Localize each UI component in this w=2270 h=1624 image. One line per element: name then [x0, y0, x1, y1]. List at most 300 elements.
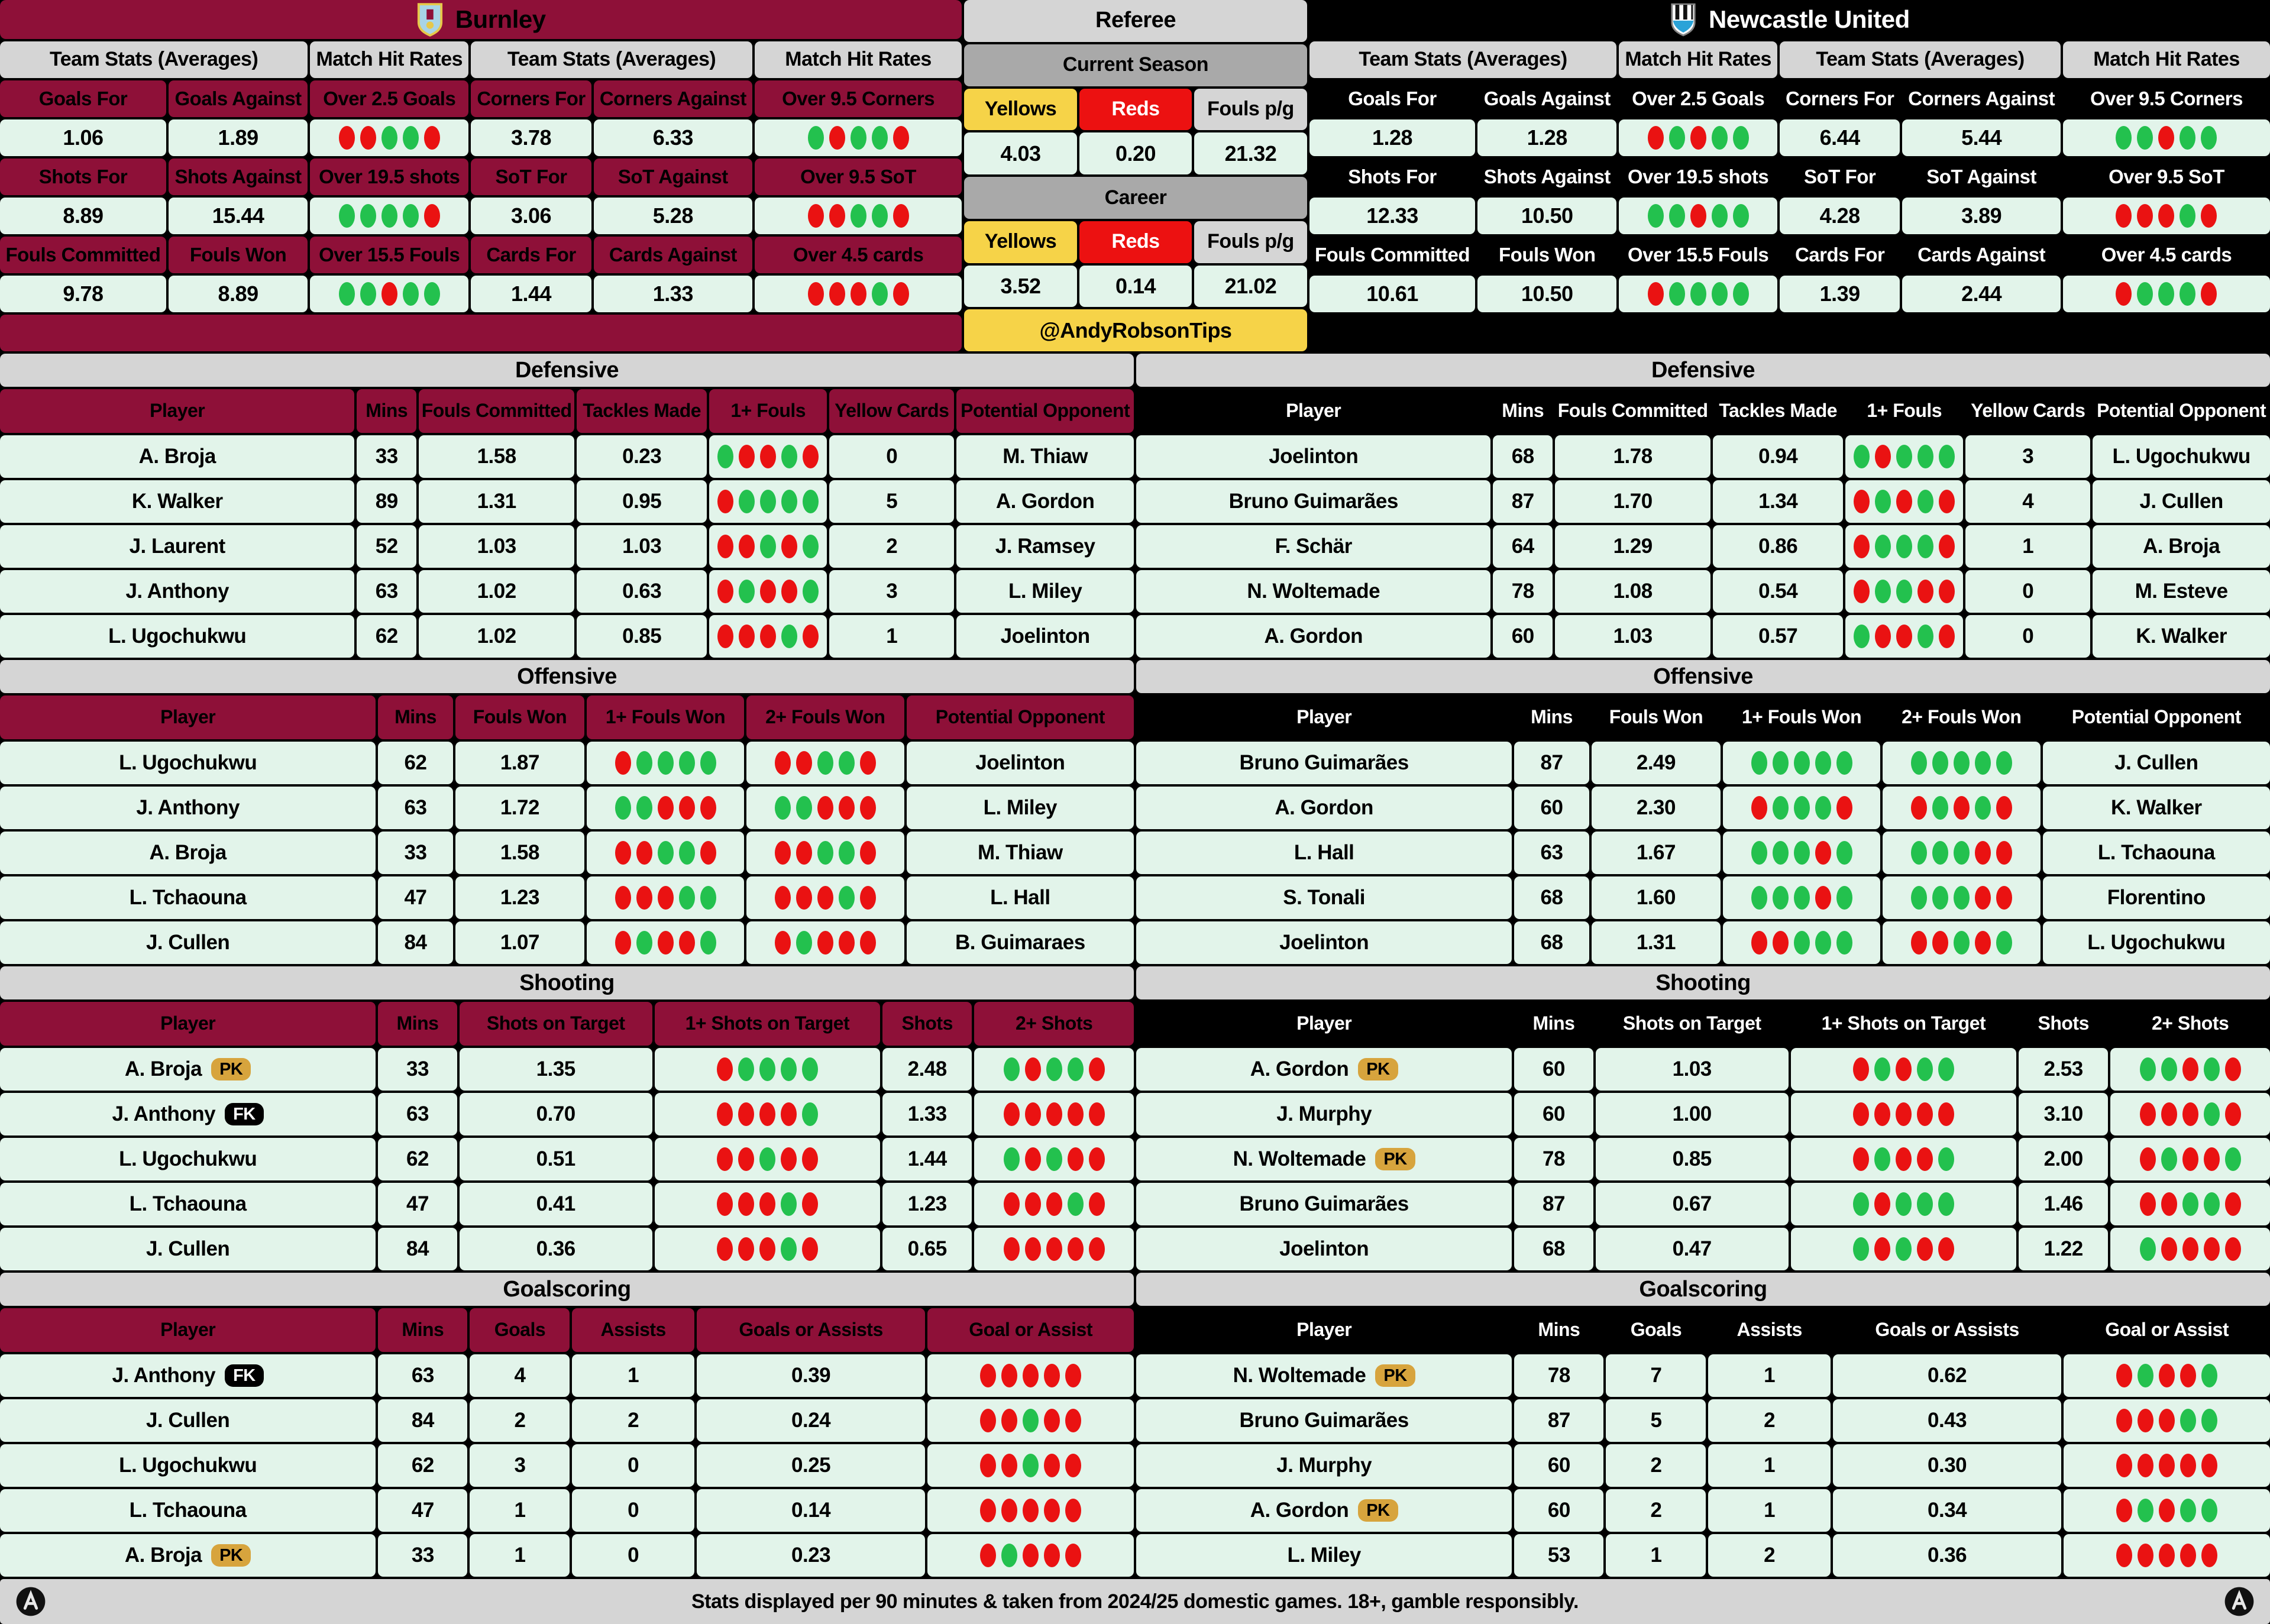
team-stats-header: Team Stats (Averages)	[0, 41, 308, 78]
hit-rate-cell	[746, 742, 904, 784]
player-cell	[1136, 1444, 1512, 1487]
table-row	[0, 832, 1134, 874]
player-cell	[1136, 570, 1490, 613]
footer	[0, 1579, 2270, 1624]
hit-rate-cell	[587, 832, 744, 874]
col-header: Assists	[572, 1308, 694, 1352]
col-header: Mins	[1514, 695, 1589, 739]
stat-label: Over 19.5 shots	[310, 158, 468, 195]
opponent-cell: Joelinton	[907, 742, 1134, 784]
col-header: Mins	[378, 695, 452, 739]
yellows-value: 4.03	[964, 132, 1076, 174]
tackles-made-cell: 0.63	[577, 570, 707, 613]
hit-rate-cell	[755, 276, 962, 312]
col-header: Potential Opponent	[907, 695, 1134, 739]
hit-rate-cell	[927, 1354, 1134, 1397]
stat-value-row	[0, 276, 962, 312]
hit-rate-cell	[2063, 119, 2270, 156]
section-title: Offensive	[0, 660, 1134, 693]
reds-value: 0.20	[1079, 132, 1192, 174]
yellows-value: 3.52	[964, 266, 1076, 308]
stat-value-row	[0, 119, 962, 156]
table-row	[0, 787, 1134, 829]
table-header	[0, 1308, 1134, 1352]
burnley-shooting-section	[0, 966, 1134, 1270]
table-row	[1136, 435, 2270, 478]
col-header: Goal or Assist	[927, 1308, 1134, 1352]
table-row	[1136, 876, 2270, 919]
section-title: Defensive	[0, 354, 1134, 387]
hit-rate-dots	[980, 1544, 1081, 1567]
table-header	[1136, 389, 2270, 433]
stat-value: 5.28	[594, 198, 752, 234]
mins-cell: 64	[1493, 525, 1553, 568]
mins-cell: 33	[378, 1048, 457, 1091]
newcastle-defensive-section	[1136, 354, 2270, 658]
stat-label: Over 4.5 cards	[2063, 237, 2270, 273]
tackles-made-cell: 1.03	[577, 525, 707, 568]
player-name: A. Gordon	[1264, 624, 1363, 648]
table-header	[0, 1002, 1134, 1046]
hit-rate-cell	[746, 832, 904, 874]
mins-cell: 62	[378, 1138, 457, 1180]
player-cell	[1136, 742, 1512, 784]
hit-rate-cell	[709, 435, 827, 478]
goals-or-assists-cell: 0.43	[1833, 1399, 2061, 1442]
hit-rate-cell	[2110, 1228, 2270, 1270]
hit-rate-dots	[1853, 1147, 1954, 1171]
col-header: Potential Opponent	[2093, 389, 2270, 433]
goals-or-assists-cell: 0.25	[697, 1444, 925, 1487]
hit-rate-cell	[709, 615, 827, 658]
col-header: Goal or Assist	[2064, 1308, 2270, 1352]
col-header: Potential Opponent	[2043, 695, 2270, 739]
player-cell	[1136, 876, 1512, 919]
hit-rate-dots	[615, 886, 716, 910]
col-header: Fouls Committed	[1555, 389, 1710, 433]
hit-rate-cell	[1791, 1228, 2016, 1270]
stat-label: Fouls Committed	[0, 237, 166, 273]
hit-rate-cell	[746, 921, 904, 964]
opponent-cell: M. Thiaw	[907, 832, 1134, 874]
hit-rate-cell	[1845, 615, 1963, 658]
hit-rate-dots	[2116, 204, 2217, 228]
hit-rate-dots	[339, 126, 440, 150]
hit-rate-dots	[2116, 126, 2217, 150]
hit-rate-dots	[1854, 580, 1955, 603]
stat-value: 6.44	[1780, 119, 1900, 156]
mins-cell: 63	[378, 1354, 467, 1397]
sot-cell: 1.35	[460, 1048, 652, 1091]
goals-or-assists-cell: 0.14	[697, 1489, 925, 1532]
stat-label: Shots For	[0, 158, 166, 195]
footer-text: Stats displayed per 90 minutes & taken from 2024/25 domestic games. 18+, gamble responsibly.	[691, 1590, 1579, 1613]
hit-rate-cell	[746, 876, 904, 919]
shots-cell: 2.48	[882, 1048, 972, 1091]
hit-rate-dots	[717, 1237, 818, 1261]
col-header: Shots on Target	[460, 1002, 652, 1046]
player-cell	[1136, 1048, 1512, 1091]
hit-rate-cell	[310, 119, 468, 156]
burnley-goalscoring-section	[0, 1273, 1134, 1577]
table-row	[1136, 525, 2270, 568]
stat-value: 1.44	[471, 276, 591, 312]
player-name: Bruno Guimarães	[1239, 1192, 1409, 1215]
hit-rate-dots	[2140, 1147, 2241, 1171]
spacer	[0, 315, 962, 351]
stat-label: Over 9.5 SoT	[2063, 158, 2270, 195]
stat-value: 1.39	[1780, 276, 1900, 312]
hit-rate-cell	[1883, 876, 2041, 919]
hit-rate-cell	[1791, 1093, 2016, 1135]
stat-label: Over 9.5 SoT	[755, 158, 962, 195]
stat-label: Goals For	[1309, 80, 1476, 117]
player-cell	[1136, 787, 1512, 829]
player-name: Bruno Guimarães	[1228, 489, 1398, 513]
player-name: Joelinton	[1269, 444, 1359, 468]
opponent-cell: K. Walker	[2093, 615, 2270, 658]
col-header: Goals or Assists	[697, 1308, 925, 1352]
mins-cell: 33	[378, 832, 452, 874]
stat-value: 5.44	[1902, 119, 2061, 156]
yellow-cards-cell: 2	[829, 525, 954, 568]
referee-value-row	[964, 266, 1307, 308]
goals-cell: 2	[1606, 1489, 1706, 1532]
hit-rate-cell	[1723, 787, 1880, 829]
player-name: Bruno Guimarães	[1239, 750, 1409, 774]
assists-cell: 1	[1708, 1489, 1831, 1532]
yellow-cards-cell: 0	[1965, 615, 2090, 658]
stat-label-row	[0, 237, 962, 273]
hit-rate-dots	[980, 1364, 1081, 1387]
player-name: L. Ugochukwu	[119, 1147, 257, 1170]
yellow-cards-cell: 0	[1965, 570, 2090, 613]
team-stats-header: Team Stats (Averages)	[1309, 41, 1617, 78]
shots-cell: 1.46	[2019, 1183, 2108, 1225]
player-cell	[0, 787, 376, 829]
mins-cell: 84	[378, 1228, 457, 1270]
player-cell	[1136, 480, 1490, 523]
col-header: Shots	[2019, 1002, 2108, 1046]
mins-cell: 87	[1493, 480, 1553, 523]
hit-rate-dots	[1751, 796, 1852, 820]
goals-cell: 7	[1606, 1354, 1706, 1397]
table-row	[0, 1489, 1134, 1532]
stat-label-row	[0, 158, 962, 195]
hit-rate-dots	[775, 886, 876, 910]
newcastle-banner	[1309, 0, 2270, 39]
mins-cell: 78	[1514, 1138, 1593, 1180]
col-header: Mins	[1514, 1002, 1593, 1046]
referee-section-title: Career	[964, 177, 1307, 219]
player-cell	[1136, 832, 1512, 874]
yellow-cards-cell: 4	[1965, 480, 2090, 523]
tackles-made-cell: 0.23	[577, 435, 707, 478]
player-cell	[0, 1228, 376, 1270]
opponent-cell: J. Ramsey	[956, 525, 1134, 568]
hit-rate-cell	[655, 1093, 880, 1135]
table-row	[0, 1183, 1134, 1225]
hit-rate-cell	[2063, 198, 2270, 234]
player-name: L. Tchaouna	[129, 1498, 247, 1522]
hit-rate-dots	[1853, 1237, 1954, 1261]
hit-rate-dots	[1004, 1192, 1105, 1216]
table-row	[1136, 832, 2270, 874]
stat-label: Fouls Won	[1477, 237, 1616, 273]
hit-rate-dots	[1004, 1237, 1105, 1261]
col-header: 1+ Fouls Won	[1723, 695, 1880, 739]
player-name: J. Anthony	[136, 795, 240, 819]
col-header: Player	[1136, 1308, 1512, 1352]
team-name: Newcastle United	[1708, 5, 1910, 33]
player-cell	[0, 1048, 376, 1091]
mins-cell: 87	[1514, 1399, 1603, 1442]
hit-rate-dots	[615, 751, 716, 775]
col-header: Player	[0, 1002, 376, 1046]
team-stats-header: Team Stats (Averages)	[1780, 41, 2061, 78]
player-cell	[1136, 435, 1490, 478]
player-name: L. Ugochukwu	[108, 624, 247, 648]
hit-rate-dots	[980, 1499, 1081, 1522]
hit-rate-dots	[1853, 1102, 1954, 1126]
hit-rate-cell	[2064, 1354, 2270, 1397]
newcastle-goalscoring-section	[1136, 1273, 2270, 1577]
table-row	[1136, 480, 2270, 523]
player-name: F. Schär	[1275, 534, 1352, 558]
hit-rate-cell	[927, 1534, 1134, 1577]
table-row	[0, 1228, 1134, 1270]
player-cell	[0, 1489, 376, 1532]
stat-value-row	[1309, 276, 2270, 312]
hit-rate-dots	[1854, 625, 1955, 648]
fouls-value: 21.02	[1194, 266, 1307, 308]
tackles-made-cell: 0.54	[1713, 570, 1843, 613]
hit-rate-dots	[717, 625, 819, 648]
hit-rate-cell	[974, 1048, 1134, 1091]
goals-or-assists-cell: 0.36	[1833, 1534, 2061, 1577]
stat-label: Over 9.5 Corners	[2063, 80, 2270, 117]
yellow-cards-cell: 1	[829, 615, 954, 658]
player-name: A. Broja	[124, 1543, 202, 1567]
col-header: Assists	[1708, 1308, 1831, 1352]
goals-cell: 3	[470, 1444, 570, 1487]
opponent-cell: A. Broja	[2093, 525, 2270, 568]
hit-rate-cell	[1619, 276, 1777, 312]
hit-rate-dots	[1911, 886, 2012, 910]
hit-rate-cell	[746, 787, 904, 829]
col-header: Tackles Made	[577, 389, 707, 433]
col-header: 1+ Fouls Won	[587, 695, 744, 739]
hit-rate-cell	[655, 1183, 880, 1225]
stat-label: Shots Against	[1477, 158, 1616, 195]
hit-rate-dots	[717, 1147, 818, 1171]
col-header: 1+ Fouls	[709, 389, 827, 433]
fouls-header: Fouls p/g	[1194, 89, 1307, 131]
hit-rate-cell	[755, 198, 962, 234]
mins-cell: 68	[1514, 876, 1589, 919]
hit-rate-cell	[1845, 435, 1963, 478]
player-name: L. Tchaouna	[129, 1192, 247, 1215]
hit-rate-dots	[1911, 751, 2012, 775]
table-row	[0, 1048, 1134, 1091]
burnley-crest-icon	[416, 2, 444, 37]
sot-cell: 0.67	[1596, 1183, 1789, 1225]
hit-rate-dots	[1751, 931, 1852, 955]
player-cell	[1136, 1138, 1512, 1180]
shots-cell: 0.65	[882, 1228, 972, 1270]
hit-rate-dots	[775, 931, 876, 955]
hit-rate-cell	[1883, 921, 2041, 964]
table-row	[0, 480, 1134, 523]
mins-cell: 68	[1514, 921, 1589, 964]
stat-label: SoT For	[1780, 158, 1900, 195]
mins-cell: 47	[378, 1489, 467, 1532]
shots-cell: 2.53	[2019, 1048, 2108, 1091]
mins-cell: 60	[1514, 787, 1589, 829]
stat-label: Over 15.5 Fouls	[1619, 237, 1777, 273]
tackles-made-cell: 1.34	[1713, 480, 1843, 523]
player-cell	[0, 1534, 376, 1577]
assists-cell: 1	[1708, 1444, 1831, 1487]
col-header: Fouls Committed	[419, 389, 574, 433]
burnley-tables	[0, 354, 1134, 1577]
col-header: Player	[1136, 389, 1490, 433]
sot-cell: 1.00	[1596, 1093, 1789, 1135]
stat-value: 1.28	[1477, 119, 1616, 156]
col-header: 2+ Fouls Won	[1883, 695, 2041, 739]
section-title: Shooting	[1136, 966, 2270, 999]
section-title: Offensive	[1136, 660, 2270, 693]
table-row	[1136, 1183, 2270, 1225]
col-header: Goals	[470, 1308, 570, 1352]
shots-cell: 1.44	[882, 1138, 972, 1180]
hit-rate-dots	[615, 841, 716, 865]
table-row	[1136, 742, 2270, 784]
mins-cell: 60	[1514, 1489, 1603, 1532]
hit-rate-dots	[2116, 1409, 2217, 1432]
hit-rate-cell	[974, 1138, 1134, 1180]
player-name: N. Woltemade	[1233, 1147, 1366, 1170]
mins-cell: 63	[378, 787, 452, 829]
player-name: J. Anthony	[112, 1102, 216, 1125]
table-row	[0, 876, 1134, 919]
table-header	[0, 389, 1134, 433]
player-cell	[0, 1183, 376, 1225]
hit-rate-cell	[1723, 742, 1880, 784]
table-row	[1136, 615, 2270, 658]
stat-label-row	[1309, 80, 2270, 117]
player-cell	[0, 615, 354, 658]
col-header: 1+ Shots on Target	[655, 1002, 880, 1046]
fouls-committed-cell: 1.02	[419, 570, 574, 613]
shots-cell: 3.10	[2019, 1093, 2108, 1135]
stat-label: Goals For	[0, 80, 166, 117]
sot-cell: 0.70	[460, 1093, 652, 1135]
player-name: A. Gordon	[1250, 1057, 1349, 1080]
player-cell	[0, 1399, 376, 1442]
sot-cell: 0.36	[460, 1228, 652, 1270]
col-header: Fouls Won	[455, 695, 584, 739]
mins-cell: 68	[1514, 1228, 1593, 1270]
hit-rate-dots	[775, 841, 876, 865]
yellows-header: Yellows	[964, 89, 1076, 131]
hit-rate-dots	[717, 1102, 818, 1126]
mins-cell: 60	[1514, 1444, 1603, 1487]
hit-rate-dots	[717, 580, 819, 603]
hit-rate-cell	[310, 276, 468, 312]
stats-header-row	[0, 41, 962, 78]
hit-rate-dots	[1751, 751, 1852, 775]
player-cell	[0, 921, 376, 964]
col-header: Player	[0, 389, 354, 433]
col-header: Player	[1136, 1002, 1512, 1046]
goals-cell: 4	[470, 1354, 570, 1397]
hit-rates-header: Match Hit Rates	[310, 41, 468, 78]
col-header: Goals	[1606, 1308, 1706, 1352]
hit-rate-cell	[1883, 742, 2041, 784]
hit-rate-cell	[587, 787, 744, 829]
col-header: 2+ Shots	[974, 1002, 1134, 1046]
hit-rate-cell	[587, 921, 744, 964]
player-cell	[0, 435, 354, 478]
hit-rate-dots	[2116, 1499, 2217, 1522]
stat-value: 10.61	[1309, 276, 1476, 312]
newcastle-crest-icon	[1670, 2, 1697, 37]
hit-rates-header: Match Hit Rates	[2063, 41, 2270, 78]
stat-label: Cards Against	[594, 237, 752, 273]
assists-cell: 1	[1708, 1354, 1831, 1397]
player-tables	[0, 354, 2270, 1577]
hit-rate-dots	[2140, 1057, 2241, 1081]
hit-rate-dots	[808, 204, 909, 228]
penalty-taker-badge: PK	[1358, 1499, 1398, 1522]
col-header: Mins	[357, 389, 416, 433]
author-handle: @AndyRobsonTips	[964, 309, 1307, 351]
stat-value: 1.06	[0, 119, 166, 156]
mins-cell: 89	[357, 480, 416, 523]
player-cell	[1136, 1228, 1512, 1270]
yellows-header: Yellows	[964, 221, 1076, 263]
mins-cell: 63	[378, 1093, 457, 1135]
table-row	[1136, 1093, 2270, 1135]
hit-rate-cell	[709, 525, 827, 568]
fouls-won-cell: 1.31	[1592, 921, 1721, 964]
mins-cell: 84	[378, 921, 452, 964]
sot-cell: 1.03	[1596, 1048, 1789, 1091]
yellow-cards-cell: 3	[1965, 435, 2090, 478]
mins-cell: 33	[357, 435, 416, 478]
stat-value: 2.44	[1902, 276, 2061, 312]
penalty-taker-badge: PK	[211, 1544, 251, 1567]
opponent-cell: J. Cullen	[2043, 742, 2270, 784]
opponent-cell: L. Miley	[907, 787, 1134, 829]
section-title: Goalscoring	[0, 1273, 1134, 1306]
stat-value: 3.78	[471, 119, 591, 156]
stat-label: Cards For	[1780, 237, 1900, 273]
shots-cell: 1.23	[882, 1183, 972, 1225]
hit-rate-cell	[2064, 1399, 2270, 1442]
assists-cell: 2	[572, 1399, 694, 1442]
assists-cell: 0	[572, 1534, 694, 1577]
yellow-cards-cell: 3	[829, 570, 954, 613]
hit-rate-cell	[310, 198, 468, 234]
player-cell	[0, 1354, 376, 1397]
goals-or-assists-cell: 0.39	[697, 1354, 925, 1397]
hit-rate-dots	[2116, 1454, 2217, 1477]
hit-rate-cell	[1723, 876, 1880, 919]
hit-rate-dots	[775, 796, 876, 820]
col-header: 2+ Shots	[2110, 1002, 2270, 1046]
